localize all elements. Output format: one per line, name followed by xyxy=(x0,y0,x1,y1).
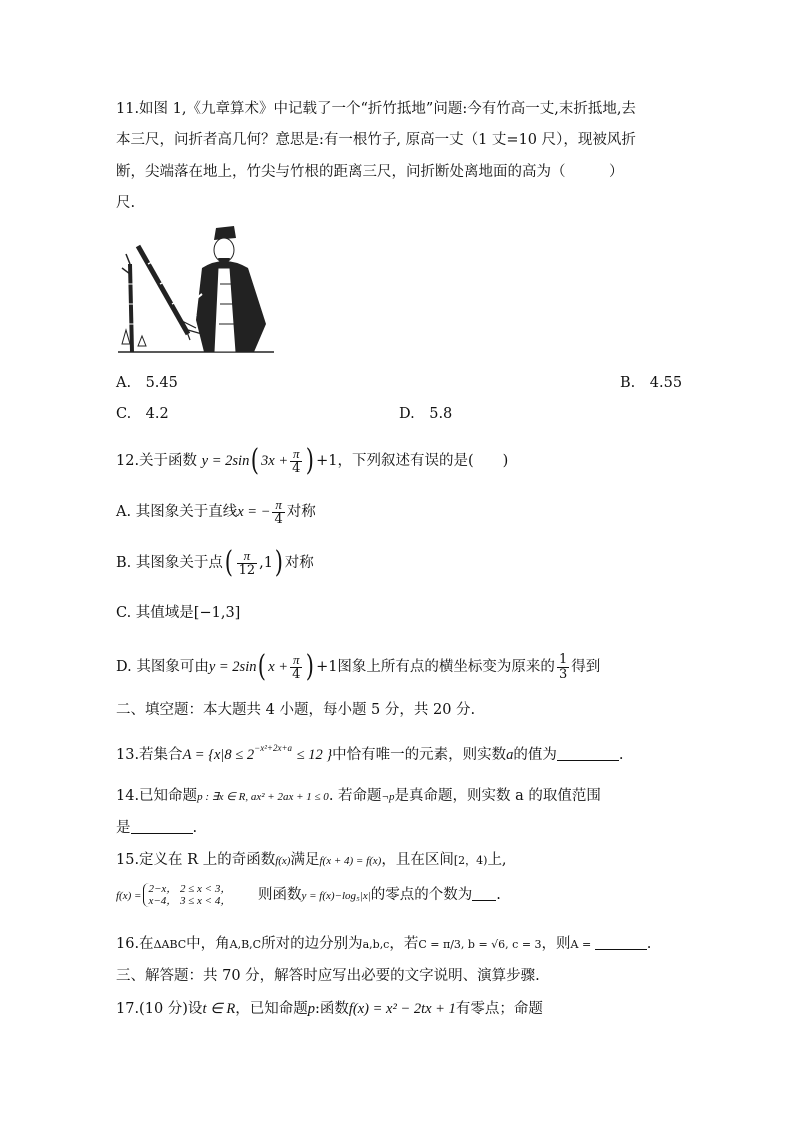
answer-blank[interactable] xyxy=(557,746,619,761)
q11-line-1: 11.如图 1,《九章算术》中记载了一个“折竹抵地”问题:今有竹高一丈,末折抵地,去 xyxy=(116,101,636,117)
q13: 13.若集合$A = \{x|8 \le 2^{-x^2+2x+a} \le 12$ }中恰有唯一的元素，则实数a的值为 . xyxy=(116,743,624,763)
q12-inner: 3x + xyxy=(261,453,289,469)
q12-option-c: C. 其值域是[−1,3] xyxy=(116,605,241,621)
q11-line-4: 尺. xyxy=(116,195,136,211)
q15-line-2: f(x) = 2−x， 2 ≤ x < 3， x−4， 3 ≤ x < 4， 则函数y = f(x)−log₅|x|的零点的个数为 . xyxy=(116,883,501,907)
right-paren: ) xyxy=(306,443,315,478)
section-3-heading: 三、解答题：共 70 分，解答时应写出必要的文字说明、演算步骤. xyxy=(116,968,540,984)
answer-blank[interactable] xyxy=(131,819,193,834)
bamboo-scholar-illustration xyxy=(118,224,274,356)
q14-line-2: 是 . xyxy=(116,820,198,836)
q12-prefix: 12.关于函数 xyxy=(116,453,198,469)
q17: 17.(10 分)设t ∈ R，已知命题p:函数f(x) = x² − 2tx + 1有零点；命题 xyxy=(116,1001,543,1017)
q16: 16.在ΔABC中，角A,B,C所对的边分别为a,b,c，若C = π/3, b = √6, c = 3，则A = . xyxy=(116,936,652,952)
q15-line-1: 15.定义在 R 上的奇函数f(x)满足f(x + 4) = f(x)，且在区间[2，4)上, xyxy=(116,852,507,868)
answer-blank[interactable] xyxy=(595,935,647,950)
q11-option-d: D. 5.8 xyxy=(399,406,453,422)
q11-line-3: 断，尖端落在地上，竹尖与竹根的距离三尺，问折断处离地面的高为（ ） xyxy=(116,164,624,180)
q12-option-d: D. 其图象可由y = 2sin( x + $\frac{\pi}{4}$ ) +1图象上所有点的横坐标变为原来的 $\frac{1}{3}$ 得到 xyxy=(116,649,601,684)
q12-function: y = 2sin xyxy=(201,453,250,469)
left-paren: ( xyxy=(251,443,260,478)
q12-suffix: ，下列叙述有误的是( ) xyxy=(337,453,509,469)
q11-line-2: 本三尺，问折者高几何？意思是:有一根竹子, 原高一丈（1 丈=10 尺），现被风折 xyxy=(116,132,636,148)
q12-stem xyxy=(116,443,509,478)
pi-over-4: $\frac{\pi}{4}$ xyxy=(292,445,301,476)
q11-option-b: B. 4.55 xyxy=(620,375,683,391)
q11-option-a: A. 5.45 xyxy=(116,375,178,391)
piecewise-function: 2−x， 2 ≤ x < 3， x−4， 3 ≤ x < 4， xyxy=(143,883,231,907)
q14-line-1: 14.已知命题p : ∃x ∈ R, ax² + 2ax + 1 ≤ 0. 若命题¬p是真命题，则实数 a 的取值范围 xyxy=(116,788,601,804)
q11-option-c: C. 4.2 xyxy=(116,406,169,422)
q12-option-a: A. 其图象关于直线x = − $\frac{\pi}{4}$ 对称 xyxy=(116,496,316,527)
q12-option-b: B. 其图象关于点( $\frac{\pi}{12}$ ,1) 对称 xyxy=(116,545,314,580)
answer-blank[interactable] xyxy=(472,886,496,901)
q12-plus1: +1 xyxy=(316,453,338,469)
section-2-heading: 二、填空题：本大题共 4 小题，每小题 5 分，共 20 分. xyxy=(116,702,476,718)
